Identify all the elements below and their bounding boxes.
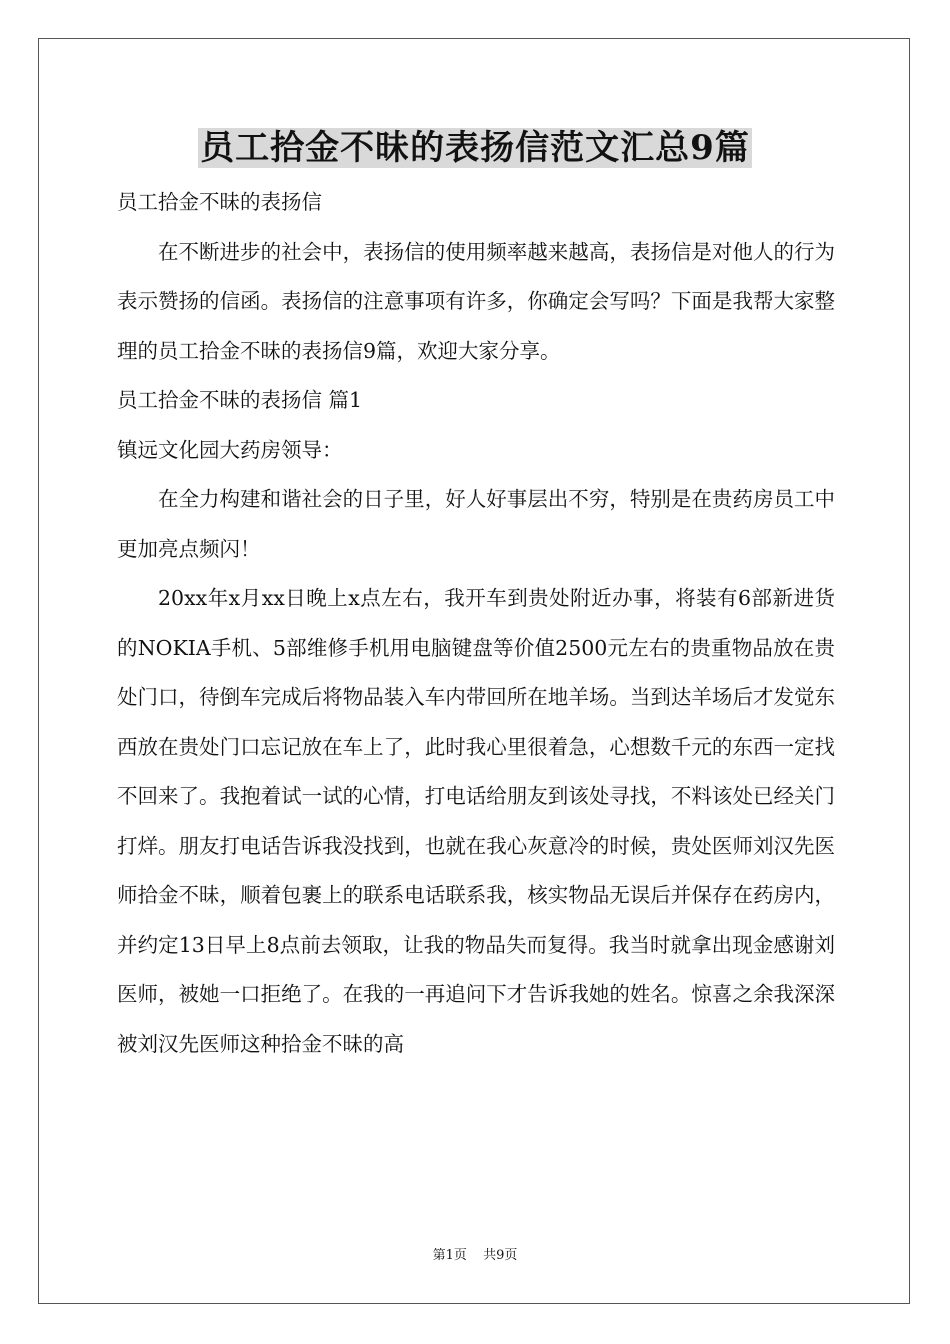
intro-paragraph: 在不断进步的社会中，表扬信的使用频率越来越高，表扬信是对他人的行为表示赞扬的信函。表扬信的注意事项有许多，你确定会写吗？下面是我帮大家整理的员工拾金不昧的表扬信9篇，欢迎大家分享。 (117, 239, 835, 363)
letter-paragraph: 在全力构建和谐社会的日子里，好人好事层出不穷，特别是在贵药房员工中更加亮点频闪！ (117, 487, 835, 561)
document-body (117, 178, 835, 1069)
letter-paragraph: 20xx年x月xx日晚上x点左右，我开车到贵处附近办事，将装有6部新进货的NOKIA手机、5部维修手机用电脑键盘等价值2500元左右的贵重物品放在贵处门口，待倒车完成后将物品装入车内带回所在地羊场。当到达羊场后才发觉东西放在贵处门口忘记放在车上了，此时我心里很着急，心想数千元的东西一定找不回来了。我抱着试一试的心情，打电话给朋友到该处寻找，不料该处已经关门打烊。朋友打电话告诉我没找到，也就在我心灰意冷的时候，贵处医师刘汉先医师拾金不昧，顺着包裹上的联系电话联系我，核实物品无误后并保存在药房内，并约定13日早上8点前去领取，让我的物品失而复得。我当时就拿出现金感谢刘医师，被她一口拒绝了。在我的一再追问下才告诉我她的姓名。惊喜之余我深深被刘汉先医师这种拾金不昧的高 (117, 586, 835, 1056)
document-title-text: 员工拾金不昧的表扬信范文汇总9篇 (200, 128, 750, 168)
document-title (0, 124, 950, 172)
page-total: 共9页 (483, 1248, 518, 1263)
section-heading: 员工拾金不昧的表扬信 (117, 190, 322, 214)
letter-heading: 员工拾金不昧的表扬信 篇1 (117, 388, 363, 412)
page-footer (0, 1247, 950, 1265)
page-number: 第1页 (432, 1248, 467, 1263)
letter-salutation: 镇远文化园大药房领导： (117, 437, 343, 462)
